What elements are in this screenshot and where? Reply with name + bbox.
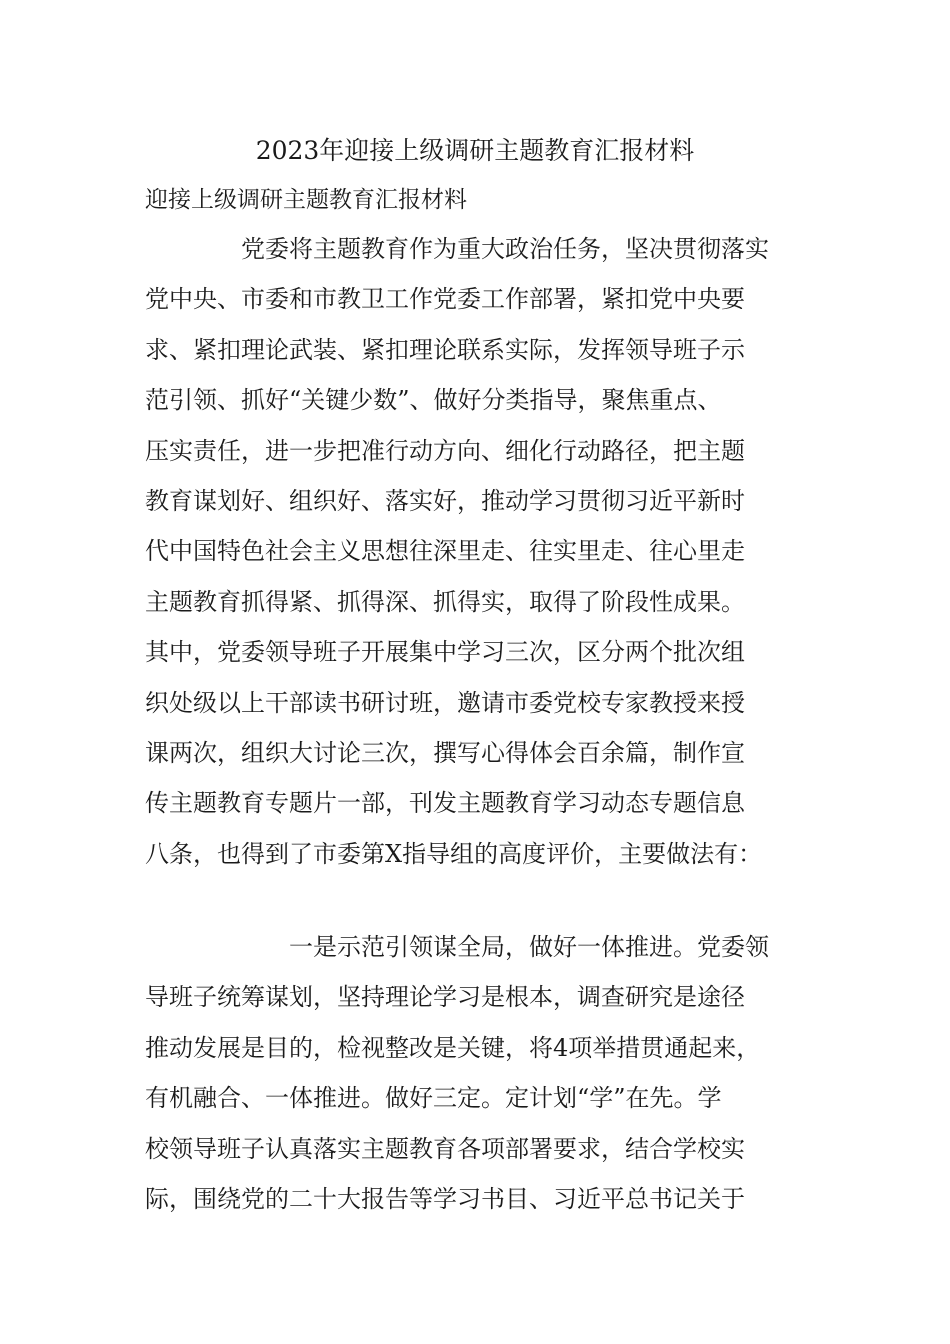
text-line: 际，围绕党的二十大报告等学习书目、习近平总书记关于 [145, 1184, 745, 1213]
text-line: 导班子统筹谋划，坚持理论学习是根本，调查研究是途径 [145, 983, 745, 1012]
document-subtitle: 迎接上级调研主题教育汇报材料 [145, 187, 467, 213]
text-line: 校领导班子认真落实主题教育各项部署要求，结合学校实 [145, 1134, 745, 1163]
text-line: 教育谋划好、组织好、落实好，推动学习贯彻习近平新时 [145, 486, 745, 515]
text-line: 一是示范引领谋全局，做好一体推进。党委领 [145, 933, 769, 961]
text-line: 其中，党委领导班子开展集中学习三次，区分两个批次组 [145, 638, 745, 667]
paragraph-1 [145, 224, 810, 879]
text-line: 党中央、市委和市教卫工作党委工作部署，紧扣党中央要 [145, 285, 745, 314]
document-title: 2023年迎接上级调研主题教育汇报材料 [255, 136, 695, 165]
text-line: 主题教育抓得紧、抓得深、抓得实，取得了阶段性成果。 [145, 587, 745, 616]
text-line: 课两次，组织大讨论三次，撰写心得体会百余篇，制作宣 [145, 738, 745, 767]
text-line: 范引领、抓好“关键少数”、做好分类指导，聚焦重点、 [145, 386, 722, 415]
paragraph-2 [145, 922, 810, 1224]
text-line: 传主题教育专题片一部，刊发主题教育学习动态专题信息 [145, 789, 745, 818]
text-line: 有机融合、一体推进。做好三定。定计划“学”在先。学 [145, 1084, 722, 1113]
text-line: 代中国特色社会主义思想往深里走、往实里走、往心里走 [145, 537, 745, 566]
text-line: 八条，也得到了市委第X指导组的高度评价，主要做法有： [145, 839, 763, 868]
text-line: 织处级以上干部读书研讨班，邀请市委党校专家教授来授 [145, 688, 745, 717]
text-line: 压实责任，进一步把准行动方向、细化行动路径，把主题 [145, 436, 745, 465]
text-line: 党委将主题教育作为重大政治任务，坚决贯彻落实 [145, 235, 769, 263]
text-line: 推动发展是目的，检视整改是关键，将4项举措贯通起来， [145, 1033, 761, 1062]
text-line: 求、紧扣理论武装、紧扣理论联系实际，发挥领导班子示 [145, 335, 745, 364]
